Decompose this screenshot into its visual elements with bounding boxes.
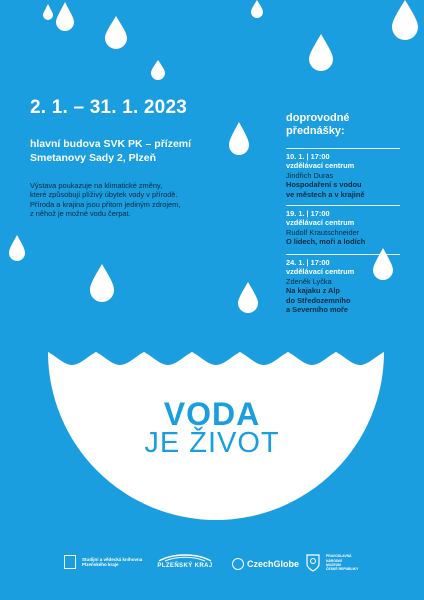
museum-logo: [305, 553, 374, 573]
plzensky-kraj-logo-text: PLZEŇSKÝ KRAJ: [157, 563, 213, 569]
svk-logo-text: Studijní a vědecká knihovna: [82, 556, 143, 562]
museum-logo-text: MUZEUM: [326, 563, 341, 567]
lecture-when: 19. 1. | 17:00: [286, 209, 330, 218]
lecture-speaker: Rudolf Krautschneider: [286, 227, 360, 237]
region-arc-icon: [157, 552, 213, 562]
poster-subtitle: JE ŽIVOT: [144, 427, 280, 459]
description-line: které způsobují plíživý úbytek vody v přírodě.: [30, 190, 178, 200]
lecture-title: ve městech a v krajině: [286, 189, 365, 199]
description-line: Příroda a krajina jsou přitom jediným zdrojem,: [30, 199, 181, 209]
lecture-when: 10. 1. | 17:00: [286, 152, 330, 161]
lecture-place: vzdělávací centrum: [286, 161, 355, 171]
library-book-icon: [64, 555, 76, 569]
museum-logo-text: PRAVOSLAVNÁ: [326, 554, 352, 559]
svk-logo-text: Plzeňského kraje: [82, 562, 119, 567]
lecture-title: O lidech, moři a lodích: [286, 237, 366, 247]
lecture-title: a Severního moře: [286, 305, 349, 315]
lecture-speaker: Zdeněk Lyčka: [286, 276, 332, 286]
lecture-when: 24. 1. | 17:00: [286, 258, 330, 267]
svk-logo: [64, 555, 144, 569]
czechglobe-logo: [232, 558, 299, 570]
globe-icon: [232, 558, 244, 570]
plzensky-kraj-logo: [154, 552, 216, 569]
lecture-title: Na kajaku z Alp: [286, 286, 340, 296]
lecture-speaker: Jindřich Duras: [286, 170, 334, 180]
lectures-heading-line: doprovodné: [286, 112, 350, 124]
museum-logo-text: ČESKÉ REPUBLIKY: [326, 567, 359, 572]
lecture-place: vzdělávací centrum: [286, 267, 355, 277]
exhibition-dates: 2. 1. – 31. 1. 2023: [30, 97, 187, 118]
lecture-title: do Středozemního: [286, 295, 351, 305]
poster-title: VODA: [163, 396, 261, 432]
lectures-heading-line: přednášky:: [286, 125, 345, 137]
czechglobe-logo-text: CzechGlobe: [247, 559, 300, 569]
museum-logo-text: NÁRODNÍ: [326, 558, 342, 563]
description-line: z něhož je možné vodu čerpat.: [30, 209, 131, 219]
lecture-place: vzdělávací centrum: [286, 218, 355, 228]
crest-icon: [305, 553, 321, 573]
description-line: Výstava poukazuje na klimatické změny,: [30, 181, 163, 190]
lecture-title: Hospodaření s vodou: [286, 180, 362, 190]
venue-line: Smetanovy Sady 2, Plzeň: [30, 151, 157, 164]
venue-line: hlavní budova SVK PK – přízemí: [30, 138, 192, 150]
partner-logos: [0, 550, 424, 584]
